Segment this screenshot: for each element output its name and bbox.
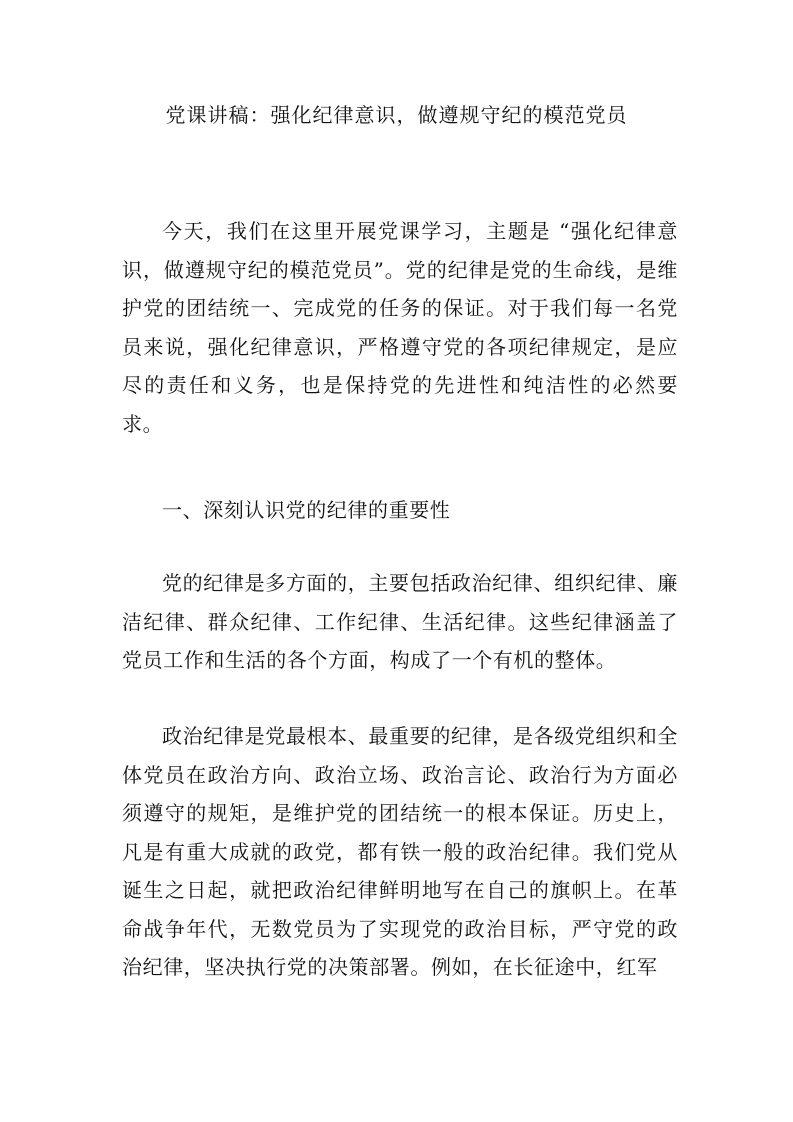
intro-paragraph: 今天，我们在这里开展党课学习，主题是 “强化纪律意识，做遵规守纪的模范党员”。党的纪律是党的生命线，是维护党的团结统一、完成党的任务的保证。对于我们每一名党员来说，强化纪律意识，严格遵守党的各项纪律规定，是应尽的责任和义务，也是保持党的先进性和纯洁性的必然要求。 <box>122 219 678 436</box>
document-title: 党课讲稿：强化纪律意识，做遵规守纪的模范党员 <box>165 103 628 127</box>
body-paragraph: 党的纪律是多方面的，主要包括政治纪律、组织纪律、廉洁纪律、群众纪律、工作纪律、生活纪律。这些纪律涵盖了党员工作和生活的各个方面，构成了一个有机的整体。 <box>122 571 678 672</box>
section-heading: 一、深刻认识党的纪律的重要性 <box>162 498 451 522</box>
body-paragraph: 政治纪律是党最根本、最重要的纪律，是各级党组织和全体党员在政治方向、政治立场、政治言论、政治行为方面必须遵守的规矩，是维护党的团结统一的根本保证。历史上，凡是有重大成就的政党，都有铁一般的政治纪律。我们党从诞生之日起，就把政治纪律鲜明地写在自己的旗帜上。在革命战争年代，无数党员为了实现党的政治目标，严守党的政治纪律，坚决执行党的决策部署。例如，在长征途中，红军 <box>122 724 678 979</box>
